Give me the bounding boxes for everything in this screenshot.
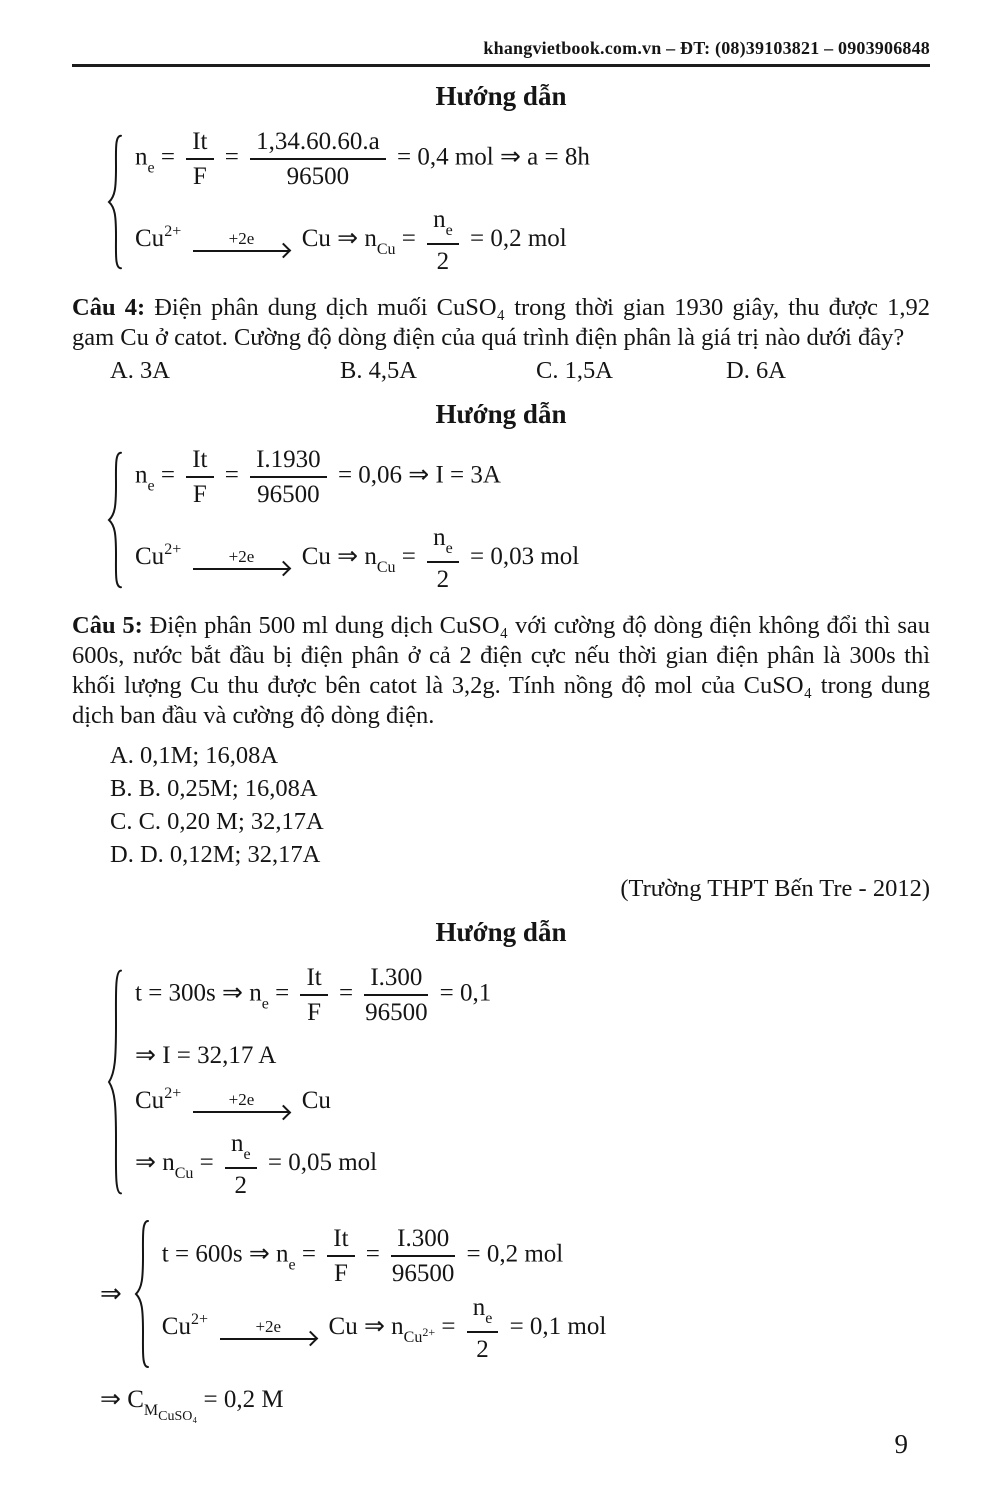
symbol: ⇒ n: [135, 1149, 175, 1177]
symbol: t = 300s ⇒ n: [135, 979, 262, 1007]
option-a: A. 3A: [110, 357, 170, 384]
symbol: Cu ⇒ n: [301, 225, 377, 253]
denominator: F: [192, 481, 207, 508]
reaction-arrow-icon: [220, 1318, 316, 1340]
question-5-options: [110, 739, 930, 871]
numerator: I.1930: [250, 447, 327, 478]
fraction: [250, 129, 386, 189]
solution-block-1: [105, 120, 930, 283]
formula-line: [135, 1043, 491, 1068]
question-5-paragraph: [72, 611, 930, 731]
numerator: 1,34.60.60.a: [250, 129, 386, 160]
arrow-shaft: [193, 1111, 289, 1113]
equals: =: [301, 1241, 316, 1268]
option-a: A. 0,1M; 16,08A: [110, 742, 279, 769]
sub-subscript: CuSO₄: [158, 1409, 198, 1425]
option-c: C. C. 0,20 M; 32,17A: [110, 808, 324, 835]
formula-line: [135, 1086, 491, 1113]
solution-lines: [135, 438, 579, 601]
denominator: F: [307, 999, 322, 1026]
result-text: = 0,1: [439, 979, 492, 1007]
equals: =: [160, 143, 175, 171]
option-b: B. 4,5A: [340, 357, 417, 384]
subscript-superscript: 2+: [422, 1325, 436, 1340]
question-4-label: Câu 4:: [72, 294, 146, 321]
equals: =: [441, 1313, 456, 1341]
reaction-arrow-icon: [193, 1091, 289, 1113]
solution-lines: [135, 120, 590, 283]
guide-heading-3: Hướng dẫn: [435, 917, 567, 947]
subscript: e: [147, 159, 155, 177]
fraction: [427, 525, 459, 592]
subscript: Cu: [376, 559, 396, 577]
numerator: $n_e$: [225, 1131, 257, 1169]
formula-line: [135, 447, 579, 507]
symbol: n: [135, 461, 148, 489]
denominator: F: [333, 1260, 348, 1288]
symbol: Cu: [135, 1087, 165, 1114]
fraction: [327, 1226, 354, 1286]
arrow-shaft: [193, 250, 289, 252]
denominator: 96500: [391, 1260, 455, 1288]
left-brace-icon: [132, 1218, 152, 1370]
numerator: I.300: [391, 1226, 455, 1257]
denominator: F: [192, 163, 207, 190]
header-rule: [72, 64, 930, 67]
question-5-source: (Trường THPT Bến Tre - 2012): [620, 875, 930, 902]
numerator: It: [327, 1226, 354, 1257]
arrow-label: +2e: [228, 546, 255, 566]
result-text: = 0,05 mol: [267, 1149, 378, 1177]
subscript: Cu: [376, 241, 396, 259]
symbol: Cu: [161, 1313, 191, 1341]
option-d: D. 6A: [726, 357, 786, 384]
option-d: D. D. 0,12M; 32,17A: [110, 841, 321, 868]
equals: =: [338, 979, 354, 1007]
solution-block-2: [105, 438, 930, 601]
symbol: t = 600s ⇒ n: [161, 1241, 289, 1268]
equals: =: [224, 143, 239, 171]
fraction: [391, 1226, 455, 1286]
reaction-arrow-icon: [193, 548, 289, 570]
result-text: = 0,2 mol: [469, 225, 567, 253]
arrow-label: +2e: [228, 228, 255, 248]
subscript: e: [261, 995, 269, 1013]
result-text: = 0,06 ⇒ I = 3A: [337, 461, 501, 489]
subscript: Cu: [403, 1329, 423, 1347]
equals: =: [160, 461, 175, 489]
final-result-line: [100, 1387, 930, 1424]
subscript: e: [147, 477, 155, 495]
numerator: $n_e$: [467, 1295, 499, 1333]
subscript: M: [143, 1402, 159, 1420]
symbol: n: [135, 143, 148, 171]
equals: =: [199, 1149, 214, 1177]
numerator: $n_e$: [427, 207, 459, 245]
symbol: Cu ⇒ n: [301, 543, 377, 571]
fraction: [225, 1131, 257, 1198]
equals: =: [365, 1241, 380, 1268]
site-header: [72, 38, 930, 59]
symbol: Cu ⇒ n: [328, 1313, 404, 1341]
result-text: = 0,4 mol ⇒ a = 8h: [396, 143, 590, 171]
numerator: It: [300, 965, 327, 996]
result-text: = 0,03 mol: [469, 543, 580, 571]
fraction: [467, 1295, 499, 1362]
formula-line: [135, 965, 491, 1025]
fraction: [250, 447, 327, 507]
denominator: 96500: [257, 481, 320, 508]
denominator: 2: [476, 1336, 489, 1364]
question-5-label: Câu 5:: [72, 612, 143, 639]
denominator: 2: [436, 248, 450, 275]
result-text: = 0,1 mol: [509, 1313, 607, 1341]
symbol: Cu: [135, 543, 165, 571]
option-b: B. B. 0,25M; 16,08A: [110, 775, 318, 802]
formula-line: [135, 525, 579, 592]
left-brace-icon: [105, 133, 125, 271]
implies-symbol: ⇒: [100, 1279, 122, 1309]
result-text: = 0,2 M: [203, 1386, 284, 1414]
superscript: 2+: [190, 1311, 209, 1329]
solution-lines: [162, 1217, 607, 1371]
guide-heading-1: Hướng dẫn: [435, 81, 567, 111]
arrow-shaft: [193, 568, 289, 570]
arrow-label: +2e: [255, 1316, 282, 1336]
equals: =: [275, 979, 290, 1007]
fraction: [427, 207, 459, 274]
denominator: 96500: [286, 163, 350, 190]
fraction: [186, 129, 213, 189]
equals: =: [401, 543, 416, 571]
result-text: = 0,2 mol: [466, 1241, 564, 1268]
arrow-shaft: [220, 1338, 316, 1340]
formula-line: [135, 207, 590, 274]
symbol: Cu: [135, 225, 165, 253]
equals: =: [401, 225, 416, 253]
fraction: [364, 965, 428, 1025]
subscript: Cu: [174, 1165, 194, 1183]
symbol: ⇒ C: [100, 1386, 144, 1414]
solution-lines: [135, 956, 491, 1207]
option-c: C. 1,5A: [536, 357, 613, 384]
formula-line: [135, 1131, 491, 1198]
nested-solution-block: [100, 1217, 930, 1371]
site-header-text: khangvietbook.com.vn – ĐT: (08)39103821 – 0903906848: [483, 38, 930, 58]
question-5-text: Điện phân 500 ml dung dịch CuSO₄ với cường độ dòng điện không đổi thì sau 600s, nước bắt đầu bị điện phân ở cả 2 điện cực nếu thời gian điện phân là 300s thì khối lượng Cu thu được bên catot là 3,2g. Tính nồng độ mol của CuSO₄ trong dung dịch ban đầu và cường độ dòng điện.: [72, 612, 930, 729]
left-brace-icon: [105, 966, 125, 1198]
numerator: I.300: [364, 965, 428, 996]
symbol: Cu: [301, 1087, 331, 1114]
formula-line: [162, 1226, 607, 1286]
left-brace-icon: [105, 450, 125, 590]
numerator: It: [186, 447, 213, 478]
superscript: 2+: [164, 541, 182, 559]
guide-heading-2: Hướng dẫn: [435, 399, 567, 429]
solution-block-3: [105, 956, 930, 1207]
result-text: ⇒ I = 32,17 A: [135, 1042, 277, 1069]
arrow-label: +2e: [228, 1090, 255, 1110]
denominator: 2: [436, 566, 450, 593]
fraction: [186, 447, 213, 507]
formula-line: [162, 1295, 607, 1362]
numerator: It: [186, 129, 213, 160]
fraction: [300, 965, 327, 1025]
question-4-options: [110, 357, 930, 385]
superscript: 2+: [164, 223, 182, 241]
superscript: 2+: [164, 1085, 182, 1102]
reaction-arrow-icon: [193, 230, 289, 252]
question-4-text: Điện phân dung dịch muối CuSO₄ trong thời gian 1930 giây, thu được 1,92 gam Cu ở catot. Cường độ dòng điện của quá trình điện phân là giá trị nào dưới đây?: [72, 294, 931, 351]
formula-line: [135, 129, 590, 189]
denominator: 2: [234, 1172, 248, 1200]
denominator: 96500: [365, 999, 428, 1026]
page-number: 9: [894, 1429, 908, 1459]
subscript: e: [288, 1257, 296, 1274]
numerator: $n_e$: [427, 525, 459, 563]
equals: =: [224, 461, 239, 489]
question-4-paragraph: [72, 293, 930, 353]
